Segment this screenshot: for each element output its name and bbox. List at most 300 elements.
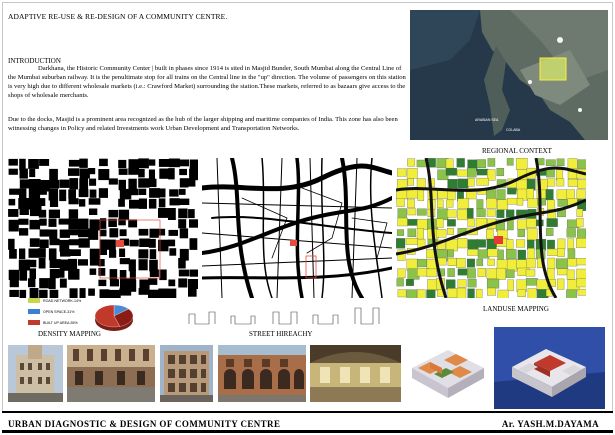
density-block bbox=[109, 290, 121, 298]
density-block bbox=[189, 219, 198, 227]
landuse-block bbox=[547, 200, 555, 210]
density-block bbox=[19, 228, 28, 236]
density-block bbox=[179, 189, 186, 195]
density-block bbox=[100, 240, 110, 250]
density-block bbox=[149, 239, 156, 248]
landuse-block bbox=[457, 238, 467, 248]
landuse-block bbox=[517, 260, 527, 269]
landuse-block bbox=[427, 269, 437, 277]
landuse-block bbox=[436, 229, 446, 237]
landuse-block bbox=[477, 178, 489, 185]
density-block bbox=[30, 268, 37, 279]
density-block bbox=[188, 288, 197, 296]
landuse-block bbox=[566, 290, 576, 298]
density-block bbox=[139, 288, 150, 295]
footer-project-title: URBAN DIAGNOSTIC & DESIGN OF COMMUNITY CENTRE bbox=[8, 419, 281, 429]
density-block bbox=[89, 198, 101, 205]
density-block bbox=[120, 258, 130, 264]
landuse-block bbox=[488, 158, 495, 166]
landuse-block bbox=[408, 178, 414, 185]
density-block bbox=[120, 229, 127, 236]
density-block bbox=[79, 159, 88, 168]
density-block bbox=[170, 198, 180, 205]
landuse-map bbox=[396, 158, 586, 298]
density-block bbox=[90, 259, 100, 266]
landuse-block bbox=[518, 250, 526, 260]
landuse-block bbox=[478, 268, 486, 276]
density-pie-chart bbox=[93, 302, 135, 332]
density-block bbox=[158, 229, 165, 236]
landuse-block bbox=[558, 239, 566, 249]
landuse-block bbox=[546, 189, 553, 200]
landuse-block bbox=[457, 210, 468, 220]
landuse-block bbox=[477, 209, 486, 217]
density-block bbox=[90, 269, 97, 275]
density-block bbox=[130, 270, 136, 281]
density-block bbox=[138, 178, 149, 187]
density-block bbox=[178, 258, 186, 269]
density-block bbox=[138, 158, 149, 168]
density-block bbox=[109, 178, 118, 184]
landuse-block bbox=[407, 290, 417, 298]
density-block bbox=[9, 169, 18, 175]
landuse-block bbox=[578, 179, 586, 188]
density-block bbox=[98, 259, 104, 266]
landuse-block bbox=[468, 279, 477, 287]
landuse-block bbox=[397, 179, 407, 188]
landuse-block bbox=[397, 199, 405, 207]
landuse-block bbox=[417, 290, 425, 299]
landuse-block bbox=[488, 249, 499, 257]
density-block bbox=[178, 278, 187, 287]
density-block bbox=[69, 239, 80, 245]
street-caption: STREET HIREACHY bbox=[249, 330, 313, 338]
density-block bbox=[168, 289, 176, 298]
density-block bbox=[60, 180, 70, 188]
photo-interior-hall bbox=[310, 345, 401, 402]
landuse-block bbox=[557, 159, 564, 166]
landuse-block bbox=[557, 279, 564, 290]
landuse-block bbox=[448, 258, 456, 266]
density-block bbox=[98, 169, 109, 180]
landuse-block bbox=[507, 188, 516, 194]
density-block bbox=[138, 169, 145, 177]
density-block bbox=[19, 249, 25, 260]
landuse-block bbox=[427, 290, 436, 298]
density-block bbox=[30, 220, 41, 230]
intro-paragraph-1: Darkhana, the Historic Community Center | built in phases since 1914 is sited in Masjid Bunder, South Mumbai along the Central Line of the Mumbai suburban railway. It is the penultimate stop for all trains on the Central line in the "up" direction. The volume of passengers on this station is very high due to different wholesale markets (i.e.: Crawford Market) surrounding the station.These markets, referred to as bazaars give access to the shops of wholesale merchants. bbox=[8, 65, 406, 99]
density-block bbox=[50, 239, 60, 246]
landuse-block bbox=[448, 179, 458, 188]
density-block bbox=[128, 179, 136, 190]
landuse-caption: LANDUSE MAPPING bbox=[483, 305, 549, 313]
density-block bbox=[139, 280, 149, 289]
landuse-block bbox=[517, 198, 523, 205]
density-block bbox=[39, 219, 46, 226]
landuse-block bbox=[547, 219, 558, 227]
landuse-block bbox=[568, 249, 575, 259]
density-block bbox=[100, 248, 107, 255]
density-block bbox=[50, 259, 61, 268]
sheet-title: ADAPTIVE RE-USE & RE-DESIGN OF A COMMUNITY CENTRE. bbox=[8, 12, 228, 21]
landuse-block bbox=[477, 259, 483, 266]
density-block bbox=[19, 260, 30, 271]
landuse-block bbox=[527, 229, 537, 241]
landuse-block bbox=[407, 199, 414, 208]
landuse-block bbox=[567, 270, 574, 280]
landuse-block bbox=[437, 200, 443, 208]
density-block bbox=[159, 270, 166, 281]
landuse-block bbox=[398, 290, 406, 298]
landuse-block bbox=[577, 209, 583, 217]
density-block bbox=[69, 160, 81, 167]
density-block bbox=[60, 279, 67, 288]
legend-label-built: BUILT UP AREA-55% bbox=[43, 320, 78, 325]
landuse-block bbox=[516, 240, 525, 248]
density-block bbox=[149, 179, 157, 187]
density-block bbox=[158, 208, 169, 218]
density-block bbox=[129, 200, 140, 209]
density-block bbox=[9, 290, 19, 297]
footer-rule bbox=[2, 430, 613, 433]
landuse-block bbox=[546, 160, 556, 166]
landuse-block bbox=[497, 210, 505, 218]
landuse-block bbox=[457, 288, 466, 298]
landuse-block bbox=[448, 250, 454, 258]
landuse-block bbox=[508, 280, 514, 291]
landuse-block bbox=[576, 238, 586, 247]
density-block bbox=[49, 248, 57, 260]
density-block bbox=[119, 169, 128, 175]
landuse-block bbox=[398, 269, 406, 278]
density-block bbox=[20, 290, 27, 298]
landuse-block bbox=[487, 288, 496, 295]
landuse-block bbox=[408, 229, 416, 237]
density-block bbox=[98, 268, 105, 276]
density-block bbox=[9, 199, 16, 206]
density-block bbox=[49, 210, 60, 219]
density-block bbox=[39, 210, 46, 218]
density-block bbox=[79, 199, 85, 207]
landuse-block bbox=[417, 179, 426, 189]
density-block bbox=[88, 168, 95, 174]
landuse-block bbox=[458, 280, 467, 288]
landuse-block bbox=[477, 169, 488, 175]
landuse-block bbox=[558, 249, 565, 257]
landuse-block bbox=[506, 239, 513, 249]
density-block bbox=[68, 168, 79, 176]
density-block bbox=[59, 190, 66, 202]
landuse-block bbox=[578, 289, 586, 295]
landuse-block bbox=[557, 190, 568, 200]
landuse-block bbox=[408, 209, 416, 215]
density-block bbox=[38, 188, 47, 195]
landuse-block bbox=[486, 229, 493, 239]
density-block bbox=[179, 199, 190, 205]
landuse-block bbox=[506, 249, 516, 259]
density-block bbox=[39, 278, 49, 288]
density-block bbox=[50, 199, 58, 207]
density-block bbox=[109, 250, 116, 258]
landuse-block bbox=[557, 269, 568, 275]
landuse-block bbox=[458, 179, 469, 188]
landuse-block bbox=[436, 219, 443, 228]
landuse-block bbox=[406, 238, 418, 244]
density-block bbox=[39, 159, 49, 166]
landuse-block bbox=[476, 289, 482, 298]
density-block bbox=[9, 249, 17, 259]
density-block bbox=[128, 168, 139, 175]
density-block bbox=[50, 290, 59, 298]
density-block bbox=[80, 288, 86, 298]
density-block bbox=[40, 240, 49, 249]
density-block bbox=[69, 198, 79, 204]
density-block bbox=[148, 278, 157, 285]
density-block bbox=[139, 259, 148, 270]
density-block bbox=[150, 269, 159, 277]
landuse-block bbox=[488, 259, 495, 266]
landuse-block bbox=[577, 258, 587, 265]
density-block bbox=[190, 270, 198, 277]
density-block bbox=[8, 239, 15, 250]
density-block bbox=[29, 260, 36, 267]
photo-colonial-tower bbox=[8, 345, 63, 402]
density-block bbox=[109, 228, 118, 237]
density-block bbox=[39, 290, 48, 298]
density-block bbox=[29, 169, 35, 177]
density-block bbox=[119, 210, 129, 220]
density-block bbox=[79, 189, 89, 197]
landuse-block bbox=[528, 199, 539, 208]
density-block bbox=[120, 270, 127, 279]
legend-item-road bbox=[28, 298, 81, 303]
landuse-block bbox=[518, 290, 526, 297]
landuse-block bbox=[546, 170, 554, 178]
density-block bbox=[30, 288, 39, 298]
density-block bbox=[159, 198, 166, 207]
density-block bbox=[48, 180, 59, 189]
density-block bbox=[20, 179, 30, 188]
density-block bbox=[20, 209, 29, 215]
density-block bbox=[90, 190, 97, 198]
density-block bbox=[159, 189, 166, 198]
density-block bbox=[188, 279, 198, 289]
footer-bar bbox=[2, 411, 613, 433]
landuse-block bbox=[556, 259, 568, 269]
density-block bbox=[109, 210, 119, 218]
density-block bbox=[79, 238, 90, 247]
landuse-block bbox=[418, 190, 424, 201]
landuse-block bbox=[446, 168, 457, 175]
landuse-block bbox=[468, 289, 475, 298]
density-block bbox=[38, 248, 46, 258]
landuse-block bbox=[547, 179, 555, 187]
landuse-block bbox=[487, 198, 497, 208]
legend-label-open: OPEN SPACE-31% bbox=[43, 309, 75, 314]
density-map bbox=[8, 158, 198, 298]
density-block bbox=[50, 269, 59, 278]
density-block bbox=[150, 229, 159, 238]
density-block bbox=[18, 198, 30, 209]
landuse-block bbox=[407, 168, 418, 178]
density-caption: DENSITY MAPPING bbox=[38, 330, 101, 338]
landuse-block bbox=[397, 230, 404, 236]
landuse-block bbox=[467, 259, 475, 268]
density-block bbox=[120, 189, 132, 200]
density-block bbox=[99, 188, 108, 198]
landuse-block bbox=[547, 240, 554, 249]
density-block bbox=[100, 289, 110, 298]
intro-heading: INTRODUCTION bbox=[8, 57, 61, 65]
density-block bbox=[10, 279, 19, 287]
density-block bbox=[179, 160, 190, 167]
density-block bbox=[119, 180, 126, 190]
landuse-block bbox=[497, 168, 504, 176]
density-block bbox=[139, 199, 147, 209]
density-block bbox=[109, 240, 116, 251]
density-block bbox=[69, 249, 81, 256]
density-block bbox=[168, 240, 175, 247]
landuse-block bbox=[448, 268, 455, 276]
density-block bbox=[180, 178, 189, 187]
density-block bbox=[39, 258, 46, 269]
density-block bbox=[29, 249, 39, 258]
landuse-block bbox=[487, 210, 496, 217]
density-block bbox=[69, 209, 78, 219]
landuse-block bbox=[448, 288, 458, 297]
landuse-block bbox=[517, 220, 527, 229]
landuse-block bbox=[567, 229, 576, 238]
landuse-block bbox=[398, 209, 407, 220]
density-block bbox=[49, 169, 58, 180]
landuse-block bbox=[506, 210, 514, 218]
density-block bbox=[139, 239, 150, 248]
landuse-block bbox=[577, 218, 584, 227]
density-block bbox=[49, 278, 56, 289]
density-block bbox=[150, 249, 157, 259]
regional-label-sea: ARABIAN SEA bbox=[475, 118, 499, 122]
density-block bbox=[169, 248, 176, 256]
density-block bbox=[19, 189, 26, 199]
density-block bbox=[159, 159, 171, 167]
density-block bbox=[79, 178, 88, 190]
landuse-block bbox=[457, 158, 465, 167]
photo-courtyard bbox=[67, 345, 155, 402]
landuse-block bbox=[478, 250, 489, 259]
density-block bbox=[178, 209, 187, 219]
density-block bbox=[68, 189, 76, 199]
density-block bbox=[120, 279, 130, 290]
landuse-block bbox=[476, 240, 486, 248]
landuse-block bbox=[447, 210, 456, 218]
density-block bbox=[169, 230, 179, 236]
density-block bbox=[149, 170, 155, 181]
density-block bbox=[40, 229, 50, 236]
landuse-block bbox=[458, 199, 469, 209]
landuse-block bbox=[527, 219, 537, 228]
density-block bbox=[60, 249, 70, 257]
landuse-block bbox=[437, 209, 448, 220]
landuse-block bbox=[526, 270, 535, 277]
photo-street-facade bbox=[160, 345, 213, 402]
density-block bbox=[78, 259, 88, 265]
landuse-block bbox=[468, 219, 475, 227]
landuse-block bbox=[527, 258, 536, 268]
landuse-block bbox=[497, 260, 509, 269]
render-model-1 bbox=[404, 338, 490, 404]
landuse-block bbox=[577, 190, 586, 199]
landuse-block bbox=[548, 249, 558, 256]
landuse-block bbox=[398, 218, 408, 226]
landuse-block bbox=[497, 200, 508, 210]
density-site-marker bbox=[116, 240, 124, 247]
landuse-block bbox=[406, 279, 414, 286]
footer-author: Ar. YASH.M.DAYAMA bbox=[501, 419, 599, 429]
landuse-block bbox=[397, 279, 404, 287]
landuse-block bbox=[578, 160, 586, 169]
density-block bbox=[9, 220, 19, 232]
landuse-block bbox=[507, 198, 518, 204]
density-block bbox=[118, 218, 126, 225]
density-block bbox=[130, 189, 139, 196]
landuse-block bbox=[546, 228, 553, 236]
landuse-block bbox=[557, 179, 564, 187]
photo-arched-facade bbox=[218, 345, 306, 402]
density-block bbox=[129, 159, 140, 168]
density-block bbox=[19, 159, 26, 170]
density-block bbox=[149, 188, 160, 198]
density-block bbox=[68, 219, 80, 230]
density-block bbox=[39, 198, 45, 206]
density-block bbox=[110, 279, 119, 286]
density-block bbox=[188, 209, 195, 218]
landuse-block bbox=[467, 208, 473, 218]
density-block bbox=[148, 290, 159, 298]
landuse-block bbox=[516, 158, 527, 170]
density-block bbox=[168, 280, 175, 287]
legend-swatch-built bbox=[28, 320, 40, 325]
density-block bbox=[8, 209, 18, 217]
render-model-2 bbox=[494, 327, 605, 409]
landuse-block bbox=[558, 200, 568, 207]
density-block bbox=[79, 219, 88, 230]
landuse-block bbox=[568, 259, 578, 267]
density-block bbox=[169, 159, 180, 168]
landuse-block bbox=[417, 209, 426, 216]
legend-label-road: ROAD NETWORK-14% bbox=[43, 298, 82, 303]
density-block bbox=[119, 249, 125, 258]
landuse-block bbox=[487, 279, 499, 288]
density-block bbox=[119, 289, 131, 296]
landuse-block bbox=[456, 258, 465, 268]
density-block bbox=[118, 160, 126, 168]
landuse-block bbox=[548, 258, 555, 269]
density-block bbox=[89, 179, 96, 186]
density-block bbox=[20, 270, 28, 281]
density-block bbox=[20, 169, 28, 179]
legend-item-built bbox=[28, 320, 78, 325]
regional-label-colaba: COLABA bbox=[506, 128, 521, 132]
density-block bbox=[149, 199, 157, 209]
density-block bbox=[168, 168, 175, 179]
density-block bbox=[149, 159, 156, 165]
landuse-block bbox=[467, 269, 475, 279]
landuse-block bbox=[577, 278, 587, 287]
density-block bbox=[179, 270, 190, 277]
density-block bbox=[30, 238, 40, 247]
landuse-block bbox=[497, 190, 506, 201]
density-block bbox=[128, 219, 137, 227]
